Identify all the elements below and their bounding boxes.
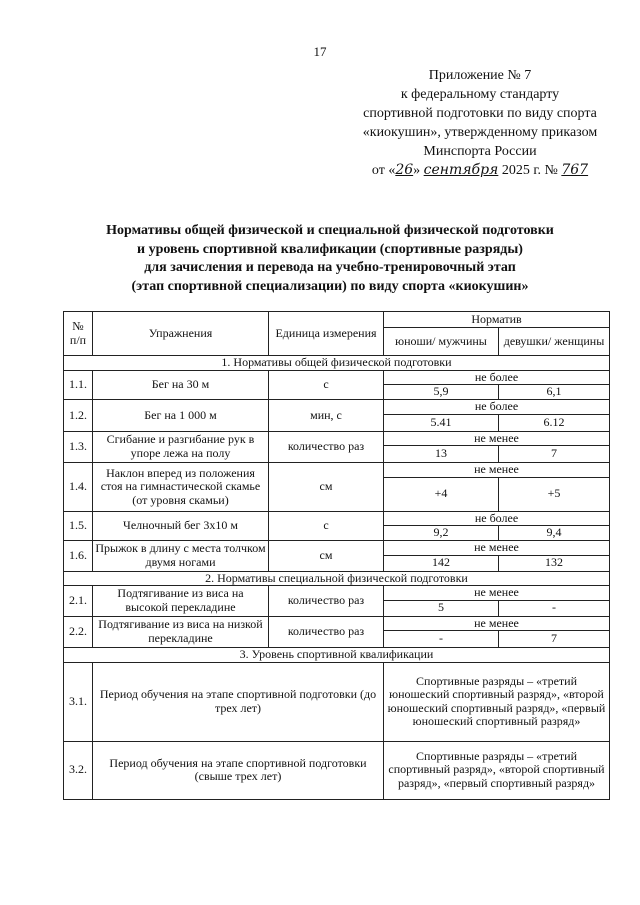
section-row: [64, 356, 610, 371]
row-exercise: Бег на 30 м: [93, 370, 269, 400]
table-row: [64, 586, 610, 601]
row-number: 2.2.: [64, 616, 93, 648]
row-unit: см: [269, 463, 384, 512]
row-exercise: Наклон вперед из положения стоя на гимнастической скамье (от уровня скамьи): [93, 463, 269, 512]
value-female: 9,4: [499, 526, 610, 541]
header-female: девушки/ женщины: [499, 328, 610, 356]
value-female: 6,1: [499, 385, 610, 400]
row-exercise: Период обучения на этапе спортивной подготовки (свыше трех лет): [93, 741, 384, 799]
value-male: 9,2: [384, 526, 499, 541]
value-male: 13: [384, 446, 499, 463]
appendix-block: [330, 66, 630, 180]
document-title: [40, 222, 620, 296]
section-row: [64, 571, 610, 586]
row-number: 1.4.: [64, 463, 93, 512]
row-exercise: Подтягивание из виса на высокой перекладине: [93, 586, 269, 617]
value-male: 5.41: [384, 414, 499, 431]
value-female: 7: [499, 446, 610, 463]
header-exercise: Упражнения: [93, 312, 269, 356]
row-exercise: Период обучения на этапе спортивной подготовки (до трех лет): [93, 662, 384, 741]
section-title: 2. Нормативы специальной физической подготовки: [64, 571, 610, 586]
value-male: 142: [384, 555, 499, 571]
table-row: [64, 662, 610, 741]
table-row: [64, 741, 610, 799]
title-line: и уровень спортивной квалификации (спортивные разряды): [137, 241, 523, 257]
table-row: [64, 400, 610, 415]
row-condition: не более: [384, 511, 610, 526]
value-female: 7: [499, 631, 610, 648]
date-prefix: от «: [371, 163, 396, 178]
row-condition: не менее: [384, 616, 610, 631]
row-condition: не более: [384, 370, 610, 385]
row-number: 1.5.: [64, 511, 93, 541]
table-row: [64, 370, 610, 385]
handwritten-month: сентября: [423, 162, 499, 178]
date-year: 2025 г. №: [501, 163, 558, 178]
row-unit: с: [269, 370, 384, 400]
row-exercise: Подтягивание из виса на низкой перекладине: [93, 616, 269, 648]
row-exercise: Бег на 1 000 м: [93, 400, 269, 432]
norms-table: [63, 311, 610, 800]
appendix-line: спортивной подготовки по виду спорта: [363, 106, 597, 121]
header-num: № п/п: [64, 312, 93, 356]
row-unit: количество раз: [269, 616, 384, 648]
table-row: [64, 511, 610, 526]
table-row: [64, 541, 610, 556]
row-condition: не более: [384, 400, 610, 415]
row-number: 3.1.: [64, 662, 93, 741]
row-qualification: Спортивные разряды – «третий спортивный разряд», «второй спортивный разряд», «первый спортивный разряд»: [384, 741, 610, 799]
table-row: [64, 463, 610, 478]
appendix-line: Минспорта России: [423, 144, 537, 159]
row-unit: мин, с: [269, 400, 384, 432]
date-mid: »: [413, 163, 421, 178]
header-unit: Единица измерения: [269, 312, 384, 356]
title-line: (этап спортивной специализации) по виду спорта «киокушин»: [131, 278, 529, 294]
section-row: [64, 648, 610, 663]
row-unit: количество раз: [269, 431, 384, 463]
appendix-line: «киокушин», утвержденному приказом: [362, 125, 598, 140]
header-male: юноши/ мужчины: [384, 328, 499, 356]
row-condition: не менее: [384, 586, 610, 601]
value-male: 5,9: [384, 385, 499, 400]
handwritten-day: 26: [395, 162, 414, 178]
appendix-line: к федеральному стандарту: [400, 87, 560, 102]
value-female: 6.12: [499, 414, 610, 431]
value-female: 132: [499, 555, 610, 571]
row-number: 1.6.: [64, 541, 93, 572]
row-unit: количество раз: [269, 586, 384, 617]
row-condition: не менее: [384, 463, 610, 478]
row-unit: с: [269, 511, 384, 541]
row-number: 1.3.: [64, 431, 93, 463]
value-female: -: [499, 600, 610, 616]
order-date-line: [330, 161, 630, 180]
section-title: 1. Нормативы общей физической подготовки: [64, 356, 610, 371]
row-unit: см: [269, 541, 384, 572]
value-male: +4: [384, 477, 499, 511]
value-male: 5: [384, 600, 499, 616]
value-male: -: [384, 631, 499, 648]
row-number: 2.1.: [64, 586, 93, 617]
page-number: 17: [313, 44, 327, 59]
row-condition: не менее: [384, 431, 610, 446]
row-exercise: Сгибание и разгибание рук в упоре лежа на полу: [93, 431, 269, 463]
header-norm: Норматив: [384, 312, 610, 328]
row-number: 1.2.: [64, 400, 93, 432]
title-line: Нормативы общей физической и специальной физической подготовки: [106, 223, 554, 238]
section-title: 3. Уровень спортивной квалификации: [64, 648, 610, 663]
row-number: 3.2.: [64, 741, 93, 799]
table-row: [64, 431, 610, 446]
row-exercise: Челночный бег 3х10 м: [93, 511, 269, 541]
handwritten-order-number: 767: [561, 162, 589, 178]
appendix-line: Приложение № 7: [428, 68, 532, 83]
row-condition: не менее: [384, 541, 610, 556]
value-female: +5: [499, 477, 610, 511]
row-exercise: Прыжок в длину с места толчком двумя ногами: [93, 541, 269, 572]
row-qualification: Спортивные разряды – «третий юношеский спортивный разряд», «второй юношеский спортивный разряд», «первый юношеский спортивный разряд»: [384, 662, 610, 741]
table-row: [64, 616, 610, 631]
title-line: для зачисления и перевода на учебно-тренировочный этап: [144, 260, 516, 275]
row-number: 1.1.: [64, 370, 93, 400]
